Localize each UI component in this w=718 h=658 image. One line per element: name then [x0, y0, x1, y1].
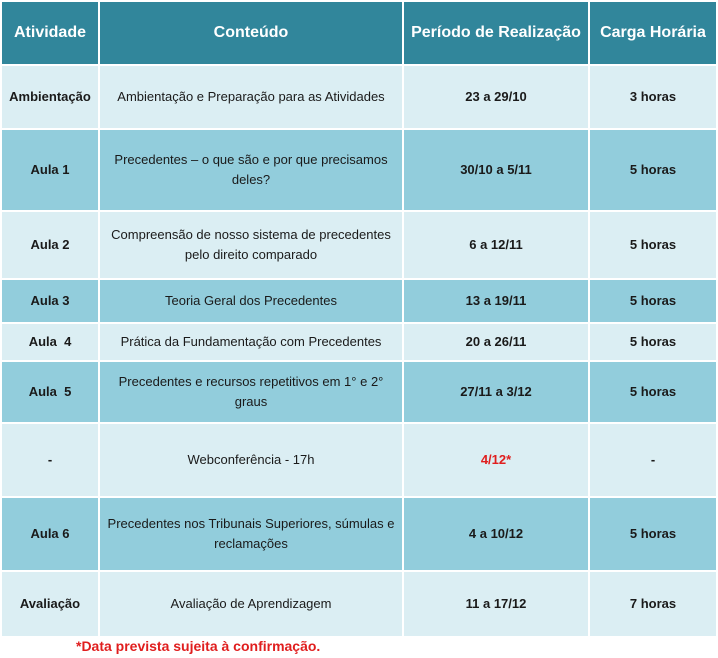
table-row	[1, 279, 717, 323]
workload-cell: 5 horas	[589, 279, 717, 323]
activity-cell: Aula 4	[1, 323, 99, 361]
content-cell: Precedentes e recursos repetitivos em 1° e 2° graus	[99, 361, 403, 423]
content-cell: Precedentes – o que são e por que precisamos deles?	[99, 129, 403, 211]
table-row	[1, 323, 717, 361]
period-cell: 23 a 29/10	[403, 65, 589, 129]
activity-cell: Aula 2	[1, 211, 99, 279]
table-row	[1, 361, 717, 423]
period-cell: 27/11 a 3/12	[403, 361, 589, 423]
activity-cell: Aula 6	[1, 497, 99, 571]
content-cell: Webconferência - 17h	[99, 423, 403, 497]
activity-cell: Avaliação	[1, 571, 99, 637]
workload-cell: 5 horas	[589, 323, 717, 361]
period-cell: 30/10 a 5/11	[403, 129, 589, 211]
activity-cell: Aula 3	[1, 279, 99, 323]
content-cell: Teoria Geral dos Precedentes	[99, 279, 403, 323]
period-cell: 6 a 12/11	[403, 211, 589, 279]
period-cell: 4/12*	[403, 423, 589, 497]
header-period: Período de Realização	[403, 1, 589, 65]
period-cell: 4 a 10/12	[403, 497, 589, 571]
workload-cell: 3 horas	[589, 65, 717, 129]
table-row	[1, 211, 717, 279]
content-cell: Precedentes nos Tribunais Superiores, súmulas e reclamações	[99, 497, 403, 571]
period-cell: 11 a 17/12	[403, 571, 589, 637]
header-workload: Carga Horária	[589, 1, 717, 65]
period-cell: 13 a 19/11	[403, 279, 589, 323]
activity-cell: Ambientação	[1, 65, 99, 129]
header-activity: Atividade	[1, 1, 99, 65]
workload-cell: 5 horas	[589, 497, 717, 571]
activity-cell: Aula 5	[1, 361, 99, 423]
table-row	[1, 65, 717, 129]
workload-cell: -	[589, 423, 717, 497]
table-row	[1, 497, 717, 571]
table-row	[1, 571, 717, 637]
content-cell: Avaliação de Aprendizagem	[99, 571, 403, 637]
workload-cell: 5 horas	[589, 361, 717, 423]
workload-cell: 7 horas	[589, 571, 717, 637]
content-cell: Compreensão de nosso sistema de precedentes pelo direito comparado	[99, 211, 403, 279]
table-row	[1, 129, 717, 211]
content-cell: Ambientação e Preparação para as Atividades	[99, 65, 403, 129]
workload-cell: 5 horas	[589, 211, 717, 279]
activity-cell: -	[1, 423, 99, 497]
header-row	[1, 1, 717, 65]
header-content: Conteúdo	[99, 1, 403, 65]
period-cell: 20 a 26/11	[403, 323, 589, 361]
content-cell: Prática da Fundamentação com Precedentes	[99, 323, 403, 361]
activity-cell: Aula 1	[1, 129, 99, 211]
workload-cell: 5 horas	[589, 129, 717, 211]
table-row	[1, 423, 717, 497]
footnote: *Data prevista sujeita à confirmação.	[76, 638, 321, 654]
